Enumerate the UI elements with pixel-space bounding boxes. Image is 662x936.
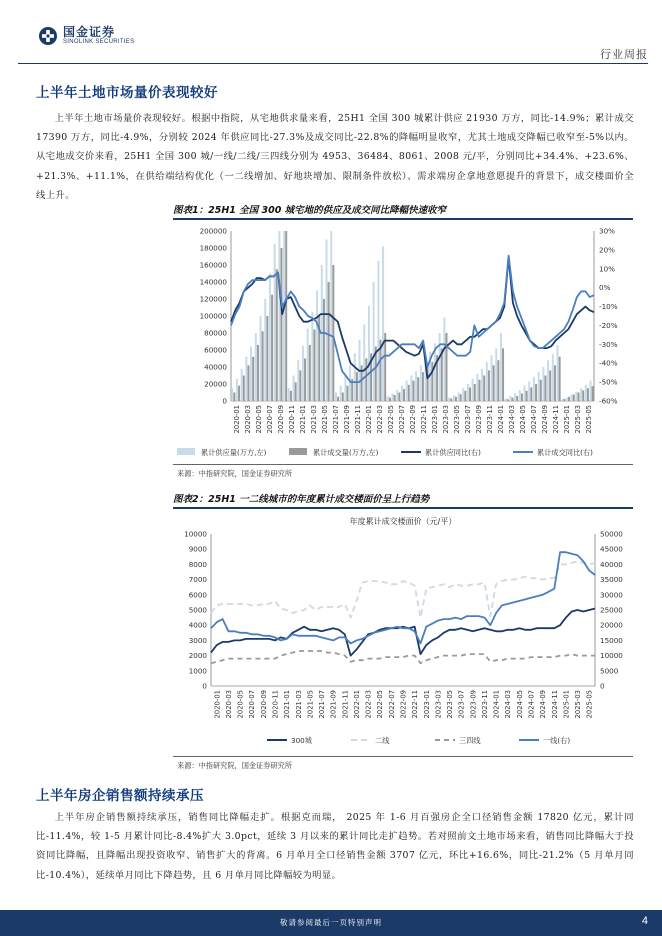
bar-supply xyxy=(288,388,290,401)
bar-supply xyxy=(250,347,252,401)
bar-supply xyxy=(255,333,257,401)
section-title-sales: 上半年房企销售额持续承压 xyxy=(36,788,204,804)
bar-transaction xyxy=(304,359,306,402)
bar-supply xyxy=(363,325,365,402)
x-tick-label: 2024-01 xyxy=(497,405,505,434)
bar-transaction xyxy=(337,397,339,401)
figure2-top-rule xyxy=(173,507,633,509)
x-tick-label: 2020-03 xyxy=(244,405,252,434)
bar-transaction xyxy=(469,387,471,401)
left-tick-label: 6000 xyxy=(188,590,207,600)
left-tick-label: 140000 xyxy=(199,277,227,287)
bar-transaction xyxy=(493,365,495,401)
x-tick-label: 2024-01 xyxy=(492,690,501,719)
x-tick-label: 2022-11 xyxy=(420,405,428,434)
x-tick-label: 2021-07 xyxy=(318,690,327,719)
bar-supply xyxy=(349,365,351,401)
bar-transaction xyxy=(384,333,386,401)
bar-transaction xyxy=(238,386,240,401)
figure1-top-rule xyxy=(173,218,633,220)
bar-transaction xyxy=(252,357,254,401)
right-tick-label: 20% xyxy=(599,245,615,255)
x-tick-label: 2021-07 xyxy=(332,405,340,434)
right-tick-label: 0 xyxy=(600,681,605,691)
bar-supply xyxy=(514,393,516,401)
x-tick-label: 2022-01 xyxy=(365,405,373,434)
bar-supply xyxy=(519,390,521,401)
bar-supply xyxy=(368,306,370,401)
bar-transaction xyxy=(545,376,547,402)
x-tick-label: 2023-07 xyxy=(457,690,466,719)
bar-transaction xyxy=(441,348,443,401)
x-tick-label: 2024-07 xyxy=(527,690,536,719)
x-tick-label: 2024-05 xyxy=(515,690,524,719)
left-tick-label: 80000 xyxy=(204,328,227,338)
bar-supply xyxy=(528,381,530,401)
legend-label: 累计供应同比(右) xyxy=(425,448,481,457)
bar-supply xyxy=(245,357,247,401)
x-tick-label: 2024-03 xyxy=(508,405,516,434)
bar-supply xyxy=(269,274,271,402)
bar-supply xyxy=(448,398,450,401)
bar-transaction xyxy=(559,357,561,401)
x-tick-label: 2022-09 xyxy=(399,690,408,719)
x-tick-label: 2025-03 xyxy=(574,690,583,719)
bar-supply xyxy=(495,348,497,401)
right-tick-label: -40% xyxy=(599,358,618,368)
x-tick-label: 2022-05 xyxy=(387,405,395,434)
left-tick-label: 2000 xyxy=(188,651,207,661)
bar-supply xyxy=(344,376,346,402)
bar-transaction xyxy=(535,384,537,401)
x-tick-label: 2020-05 xyxy=(255,405,263,434)
x-tick-label: 2021-03 xyxy=(310,405,318,434)
x-tick-label: 2020-11 xyxy=(288,405,296,434)
bar-supply xyxy=(472,379,474,401)
right-tick-label: -30% xyxy=(599,339,618,349)
x-tick-label: 2022-05 xyxy=(376,690,385,719)
bar-transaction xyxy=(342,393,344,402)
bar-transaction xyxy=(549,370,551,401)
x-tick-label: 2025-05 xyxy=(585,405,593,434)
bar-supply xyxy=(382,246,384,401)
bar-transaction xyxy=(573,395,575,401)
bar-transaction xyxy=(328,282,330,401)
bar-supply xyxy=(524,386,526,401)
legend-swatch xyxy=(177,448,195,455)
right-tick-label: 25000 xyxy=(600,605,623,615)
bar-supply xyxy=(533,377,535,401)
bar-transaction xyxy=(417,377,419,401)
right-tick-label: 0% xyxy=(599,283,611,293)
paragraph-land-market: 上半年土地市场量价表现较好。根据中指院，从宅地供求量来看，25H1 全国 300 城累计供应 21930 万方，同比-14.9%；累计成交 17390 万方，同比-4.9%，分别较 2024 年供应同比-27.3%及成交同比-22.8%的降幅明显收窄，尤其土地成交降幅已收窄至-5%以内。从宅地成交价来看，25H1 全国 300 城/一线/二线/三四线分别为 4953、36484、8061、2008 元/平，分别同比+34.4%、+23.6%、+21.3%、+11.1%，在供给端结构优化（一二线增加、好地块增加、限制条件放松）、需求端房企拿地意愿提升的背景下，成交楼面价全线上升。 xyxy=(36,113,634,201)
series-line-2 xyxy=(211,651,595,663)
left-tick-label: 40000 xyxy=(204,362,227,372)
left-tick-label: 60000 xyxy=(204,345,227,355)
legend-label: 二线 xyxy=(375,736,390,745)
left-tick-label: 3000 xyxy=(188,635,207,645)
x-tick-label: 2021-09 xyxy=(343,405,351,434)
x-tick-label: 2024-03 xyxy=(504,690,513,719)
bar-transaction xyxy=(309,345,311,401)
chart-land-supply-transaction xyxy=(173,221,633,461)
bar-transaction xyxy=(483,376,485,402)
bar-supply xyxy=(443,318,445,401)
bar-transaction xyxy=(455,397,457,401)
bar-supply xyxy=(491,355,493,401)
right-tick-label: 30% xyxy=(599,226,615,236)
x-tick-label: 2023-09 xyxy=(475,405,483,434)
bar-transaction xyxy=(285,231,287,401)
bar-transaction xyxy=(271,295,273,401)
bar-supply xyxy=(396,390,398,401)
x-tick-label: 2024-11 xyxy=(552,405,560,434)
x-tick-label: 2022-07 xyxy=(387,690,396,719)
bar-transaction xyxy=(568,397,570,401)
legend-label: 三四线 xyxy=(459,736,481,745)
chart-title: 年度累计成交楼面价（元/平） xyxy=(349,517,457,526)
bar-transaction xyxy=(460,394,462,401)
bar-supply xyxy=(354,353,356,401)
x-tick-label: 2021-03 xyxy=(294,690,303,719)
bar-supply xyxy=(274,244,276,401)
x-tick-label: 2021-11 xyxy=(341,690,350,719)
chart-land-price-by-tier xyxy=(173,510,633,753)
bar-transaction xyxy=(587,388,589,401)
x-tick-label: 2025-01 xyxy=(563,405,571,434)
bar-transaction xyxy=(347,386,349,401)
legend-swatch xyxy=(289,448,307,455)
left-tick-label: 10000 xyxy=(184,529,207,539)
left-tick-label: 5000 xyxy=(188,605,207,615)
bar-supply xyxy=(401,386,403,401)
right-tick-label: 10000 xyxy=(600,651,623,661)
x-tick-label: 2023-03 xyxy=(434,690,443,719)
bar-supply xyxy=(481,369,483,401)
bar-supply xyxy=(439,333,441,401)
bar-transaction xyxy=(248,365,250,401)
bar-supply xyxy=(509,396,511,401)
right-tick-label: 45000 xyxy=(600,544,623,554)
x-tick-label: 2024-07 xyxy=(530,405,538,434)
legend-label: 累计成交同比(右) xyxy=(537,448,593,457)
bar-supply xyxy=(453,395,455,401)
x-tick-label: 2024-09 xyxy=(539,690,548,719)
x-tick-label: 2024-09 xyxy=(541,405,549,434)
x-tick-label: 2021-05 xyxy=(306,690,315,719)
bar-supply xyxy=(415,371,417,401)
x-tick-label: 2020-03 xyxy=(224,690,233,719)
report-type-tag: 行业周报 xyxy=(600,48,648,61)
x-tick-label: 2022-01 xyxy=(352,690,361,719)
bar-transaction xyxy=(502,348,504,401)
x-tick-label: 2023-05 xyxy=(453,405,461,434)
bar-supply xyxy=(561,399,563,401)
left-tick-label: 100000 xyxy=(199,311,227,321)
x-tick-label: 2023-09 xyxy=(469,690,478,719)
left-tick-label: 4000 xyxy=(188,620,207,630)
bar-transaction xyxy=(332,265,334,401)
bar-transaction xyxy=(365,359,367,402)
bar-supply xyxy=(311,312,313,401)
bar-transaction xyxy=(512,398,514,401)
right-tick-label: 5000 xyxy=(600,666,619,676)
left-tick-label: 160000 xyxy=(199,260,227,270)
bar-supply xyxy=(335,393,337,402)
sinolink-logo-icon xyxy=(38,26,58,46)
bar-transaction xyxy=(413,381,415,401)
bar-supply xyxy=(467,384,469,401)
x-tick-label: 2021-09 xyxy=(329,690,338,719)
x-tick-label: 2025-05 xyxy=(585,690,594,719)
bar-transaction xyxy=(299,370,301,401)
x-tick-label: 2023-03 xyxy=(442,405,450,434)
bar-supply xyxy=(264,299,266,401)
bar-transaction xyxy=(290,391,292,401)
bar-supply xyxy=(500,333,502,401)
bar-transaction xyxy=(474,384,476,401)
series-line-1 xyxy=(211,561,595,617)
paragraph-sales: 上半年房企销售额持续承压，销售同比降幅走扩。根据克而瑞， 2025 年 1-6 月百强房企全口径销售金额 17820 亿元，累计同比-11.4%，较 1-5 月累计同比-8.4%扩大 3.0pct，延续 3 月以来的累计同比走扩趋势。若对照前文土地市场来看，销售同比降幅大于投资同比降幅，且降幅出现投资收窄、销售扩大的背离。6 月单月全口径销售金额 3707 亿元，环比+16.6%，同比-21.2%（5 月单月同比-10.4%），延续单月同比下降趋势，且 6 月单月同比降幅较为明显。 xyxy=(36,812,634,881)
bar-supply xyxy=(293,376,295,402)
x-tick-label: 2023-01 xyxy=(431,405,439,434)
bar-transaction xyxy=(422,372,424,401)
page-number: 4 xyxy=(641,915,648,927)
figure1-source: 来源：中指研究院，国金证券研究所 xyxy=(177,469,293,478)
bar-supply xyxy=(260,316,262,401)
bar-supply xyxy=(580,388,582,401)
left-tick-label: 0 xyxy=(202,681,207,691)
header-divider xyxy=(18,63,648,64)
x-tick-label: 2021-05 xyxy=(321,405,329,434)
bar-supply xyxy=(476,374,478,401)
x-tick-label: 2022-11 xyxy=(411,690,420,719)
bar-transaction xyxy=(563,399,565,401)
bar-transaction xyxy=(540,380,542,401)
x-tick-label: 2020-05 xyxy=(236,690,245,719)
bar-transaction xyxy=(408,385,410,401)
bar-transaction xyxy=(479,380,481,401)
right-tick-label: -60% xyxy=(599,396,618,406)
bar-transaction xyxy=(394,395,396,401)
right-tick-label: -20% xyxy=(599,320,618,330)
figure2-title: 图表2：25H1 一二线城市的年度累计成交楼面价呈上行趋势 xyxy=(173,494,430,505)
bar-transaction xyxy=(578,393,580,402)
bar-transaction xyxy=(262,331,264,401)
bar-supply xyxy=(538,372,540,401)
left-tick-label: 180000 xyxy=(199,243,227,253)
x-tick-label: 2020-11 xyxy=(271,690,280,719)
bar-supply xyxy=(585,385,587,401)
left-tick-label: 0 xyxy=(222,396,227,406)
figure1-bottom-rule xyxy=(173,464,633,465)
bar-transaction xyxy=(497,360,499,401)
x-tick-label: 2020-01 xyxy=(213,690,222,719)
left-tick-label: 7000 xyxy=(188,575,207,585)
right-tick-label: 20000 xyxy=(600,620,623,630)
x-tick-label: 2023-05 xyxy=(446,690,455,719)
x-tick-label: 2024-11 xyxy=(550,690,559,719)
x-tick-label: 2020-07 xyxy=(266,405,274,434)
left-tick-label: 120000 xyxy=(199,294,227,304)
bar-transaction xyxy=(389,398,391,401)
series-line-0 xyxy=(211,609,595,656)
bar-transaction xyxy=(530,387,532,401)
bar-supply xyxy=(458,393,460,402)
bar-supply xyxy=(241,369,243,401)
x-tick-label: 2022-03 xyxy=(364,690,373,719)
bar-transaction xyxy=(464,391,466,401)
right-tick-label: 50000 xyxy=(600,529,623,539)
x-tick-label: 2020-01 xyxy=(233,405,241,434)
bar-supply xyxy=(410,376,412,402)
bar-supply xyxy=(373,282,375,401)
bar-transaction xyxy=(554,365,556,401)
bar-supply xyxy=(406,381,408,401)
x-tick-label: 2023-11 xyxy=(480,690,489,719)
bar-transaction xyxy=(446,333,448,401)
figure2-source: 来源：中指研究院，国金证券研究所 xyxy=(177,761,293,770)
x-tick-label: 2020-09 xyxy=(277,405,285,434)
bar-supply xyxy=(387,396,389,401)
bar-supply xyxy=(462,388,464,401)
legend-label: 累计供应量(万方,左) xyxy=(201,448,267,457)
bar-supply xyxy=(547,360,549,401)
bar-supply xyxy=(552,354,554,401)
bar-supply xyxy=(236,379,238,401)
x-tick-label: 2022-07 xyxy=(398,405,406,434)
bar-supply xyxy=(575,392,577,401)
bar-supply xyxy=(571,394,573,401)
x-tick-label: 2020-09 xyxy=(259,690,268,719)
bar-supply xyxy=(377,261,379,401)
bar-transaction xyxy=(403,389,405,401)
logo-chinese-name: 国金证券 xyxy=(63,25,116,39)
x-tick-label: 2023-07 xyxy=(464,405,472,434)
bar-transaction xyxy=(592,386,594,401)
bar-supply xyxy=(231,388,233,401)
bar-supply xyxy=(340,386,342,401)
left-tick-label: 1000 xyxy=(188,666,207,676)
x-tick-label: 2023-01 xyxy=(422,690,431,719)
page-footer xyxy=(0,910,662,936)
bar-supply xyxy=(316,291,318,402)
bar-transaction xyxy=(516,396,518,401)
bar-supply xyxy=(283,231,285,401)
bar-supply xyxy=(392,393,394,401)
series-line-3 xyxy=(211,552,595,643)
bar-transaction xyxy=(266,316,268,401)
x-tick-label: 2020-07 xyxy=(248,690,257,719)
bar-supply xyxy=(278,231,280,401)
logo-english-name: SINOLINK SECURITIES xyxy=(63,39,135,45)
bar-transaction xyxy=(233,393,235,402)
left-tick-label: 8000 xyxy=(188,559,207,569)
right-tick-label: -10% xyxy=(599,302,618,312)
bar-transaction xyxy=(356,372,358,401)
bar-transaction xyxy=(398,393,400,402)
left-tick-label: 9000 xyxy=(188,544,207,554)
bar-transaction xyxy=(507,399,509,401)
page-header xyxy=(0,0,662,64)
bar-supply xyxy=(590,381,592,401)
right-tick-label: 10% xyxy=(599,264,615,274)
x-tick-label: 2025-03 xyxy=(574,405,582,434)
bar-supply xyxy=(297,360,299,401)
bar-transaction xyxy=(521,393,523,401)
legend-label: 300城 xyxy=(291,736,312,745)
bar-transaction xyxy=(281,248,283,401)
company-logo xyxy=(38,26,134,46)
bar-transaction xyxy=(243,376,245,402)
x-tick-label: 2022-03 xyxy=(376,405,384,434)
x-tick-label: 2023-11 xyxy=(486,405,494,434)
bar-supply xyxy=(307,329,309,401)
left-tick-label: 20000 xyxy=(204,379,227,389)
bar-transaction xyxy=(276,269,278,401)
bar-supply xyxy=(326,240,328,402)
x-tick-label: 2024-05 xyxy=(519,405,527,434)
bar-supply xyxy=(302,346,304,401)
bar-supply xyxy=(486,362,488,401)
x-tick-label: 2021-01 xyxy=(283,690,292,719)
bar-supply xyxy=(542,367,544,401)
figure1-title: 图表1：25H1 全国 300 城宅地的供应及成交同比降幅快速收窄 xyxy=(173,205,447,216)
x-tick-label: 2025-01 xyxy=(562,690,571,719)
bar-transaction xyxy=(450,398,452,401)
right-tick-label: 15000 xyxy=(600,635,623,645)
figure2-bottom-rule xyxy=(173,756,633,757)
x-tick-label: 2021-11 xyxy=(354,405,362,434)
bar-supply xyxy=(566,397,568,401)
right-tick-label: -50% xyxy=(599,377,618,387)
right-tick-label: 35000 xyxy=(600,575,623,585)
bar-transaction xyxy=(526,391,528,401)
bar-transaction xyxy=(488,370,490,401)
x-tick-label: 2022-09 xyxy=(409,405,417,434)
legend-label: 一线(右) xyxy=(543,736,571,745)
section-title-land-market: 上半年土地市场量价表现较好 xyxy=(36,85,218,101)
right-tick-label: 30000 xyxy=(600,590,623,600)
bar-supply xyxy=(420,365,422,401)
legend-label: 累计成交量(万方,左) xyxy=(313,448,379,457)
right-tick-label: 40000 xyxy=(600,559,623,569)
x-tick-label: 2021-01 xyxy=(299,405,307,434)
bar-transaction xyxy=(257,345,259,401)
bar-supply xyxy=(505,398,507,401)
footer-disclaimer: 敬请参阅最后一页特别声明 xyxy=(280,918,382,927)
bar-transaction xyxy=(582,390,584,401)
bar-transaction xyxy=(295,382,297,401)
bar-supply xyxy=(557,345,559,401)
left-tick-label: 200000 xyxy=(199,226,227,236)
bar-transaction xyxy=(314,330,316,401)
